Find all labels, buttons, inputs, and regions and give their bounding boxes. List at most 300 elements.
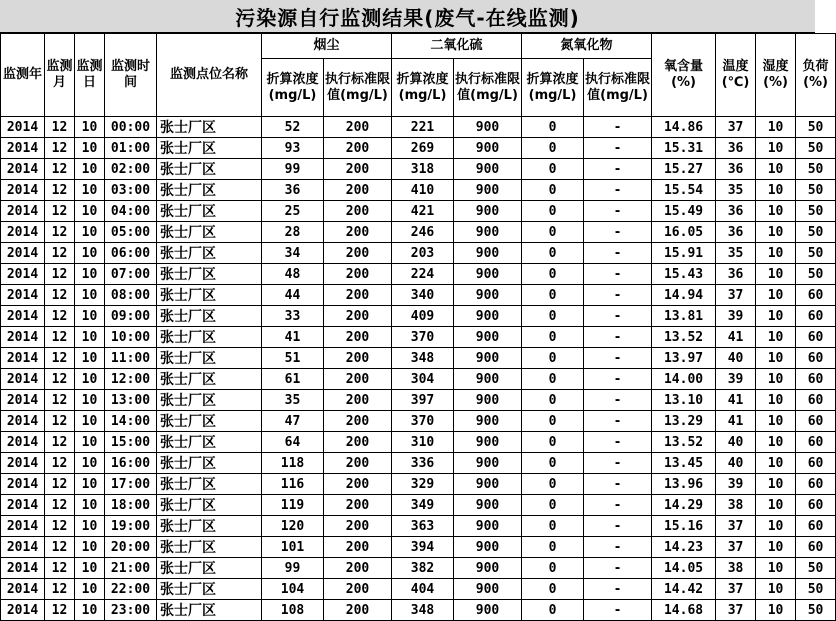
cell-load: 60 [796,495,836,516]
table-row [1,306,836,327]
cell-nox-limit: - [584,327,652,348]
cell-nox-limit: - [584,558,652,579]
cell-humidity: 10 [756,474,796,495]
cell-so2-conc: 404 [392,579,454,600]
cell-month: 12 [45,474,75,495]
cell-so2-conc: 349 [392,495,454,516]
cell-dust-limit: 200 [324,558,392,579]
cell-load: 50 [796,201,836,222]
table-row [1,537,836,558]
cell-dust-limit: 200 [324,117,392,138]
cell-nox-limit: - [584,243,652,264]
cell-month: 12 [45,159,75,180]
cell-time: 08:00 [105,285,157,306]
cell-dust-limit: 200 [324,495,392,516]
cell-o2: 14.23 [652,537,716,558]
cell-so2-conc: 409 [392,306,454,327]
cell-nox-limit: - [584,264,652,285]
cell-day: 10 [75,348,105,369]
table-row [1,138,836,159]
cell-year: 2014 [1,474,45,495]
cell-nox-conc: 0 [522,474,584,495]
cell-day: 10 [75,411,105,432]
cell-year: 2014 [1,516,45,537]
cell-o2: 16.05 [652,222,716,243]
cell-temp: 40 [716,453,756,474]
cell-so2-conc: 336 [392,453,454,474]
cell-humidity: 10 [756,432,796,453]
cell-site: 张士厂区 [157,327,262,348]
header-day: 监测日 [75,34,105,117]
cell-load: 60 [796,285,836,306]
cell-so2-limit: 900 [454,558,522,579]
cell-so2-conc: 370 [392,411,454,432]
cell-site: 张士厂区 [157,411,262,432]
cell-month: 12 [45,579,75,600]
cell-so2-conc: 348 [392,348,454,369]
cell-o2: 13.45 [652,453,716,474]
cell-year: 2014 [1,138,45,159]
cell-temp: 37 [716,600,756,621]
table-row [1,201,836,222]
cell-so2-limit: 900 [454,516,522,537]
cell-day: 10 [75,369,105,390]
cell-time: 20:00 [105,537,157,558]
cell-year: 2014 [1,369,45,390]
cell-site: 张士厂区 [157,558,262,579]
cell-dust-conc: 28 [262,222,324,243]
cell-o2: 13.96 [652,474,716,495]
cell-nox-conc: 0 [522,516,584,537]
table-row [1,180,836,201]
cell-o2: 14.94 [652,285,716,306]
cell-dust-conc: 99 [262,558,324,579]
header-so2-limit: 执行标准限值(mg/L) [454,59,522,117]
table-row [1,495,836,516]
cell-month: 12 [45,432,75,453]
cell-site: 张士厂区 [157,348,262,369]
cell-month: 12 [45,411,75,432]
cell-temp: 35 [716,243,756,264]
cell-month: 12 [45,600,75,621]
cell-so2-limit: 900 [454,579,522,600]
cell-dust-limit: 200 [324,600,392,621]
cell-month: 12 [45,495,75,516]
cell-nox-conc: 0 [522,306,584,327]
header-month: 监测月 [45,34,75,117]
cell-dust-limit: 200 [324,159,392,180]
cell-site: 张士厂区 [157,516,262,537]
cell-time: 01:00 [105,138,157,159]
cell-temp: 37 [716,516,756,537]
cell-time: 18:00 [105,495,157,516]
table-row [1,600,836,621]
cell-nox-limit: - [584,117,652,138]
header-time: 监测时间 [105,34,157,117]
cell-temp: 41 [716,327,756,348]
cell-month: 12 [45,516,75,537]
cell-month: 12 [45,390,75,411]
cell-so2-conc: 421 [392,201,454,222]
cell-day: 10 [75,558,105,579]
cell-humidity: 10 [756,495,796,516]
cell-nox-conc: 0 [522,390,584,411]
cell-load: 50 [796,138,836,159]
cell-temp: 39 [716,369,756,390]
cell-load: 50 [796,222,836,243]
cell-year: 2014 [1,159,45,180]
cell-load: 50 [796,243,836,264]
cell-nox-limit: - [584,474,652,495]
cell-nox-limit: - [584,411,652,432]
cell-year: 2014 [1,432,45,453]
cell-year: 2014 [1,117,45,138]
cell-month: 12 [45,369,75,390]
cell-nox-conc: 0 [522,243,584,264]
cell-temp: 39 [716,474,756,495]
cell-temp: 37 [716,117,756,138]
cell-day: 10 [75,138,105,159]
cell-year: 2014 [1,180,45,201]
cell-site: 张士厂区 [157,432,262,453]
cell-nox-conc: 0 [522,138,584,159]
cell-nox-limit: - [584,306,652,327]
cell-so2-conc: 329 [392,474,454,495]
header-humidity: 湿度(%) [756,34,796,117]
cell-year: 2014 [1,579,45,600]
cell-o2: 13.81 [652,306,716,327]
cell-year: 2014 [1,222,45,243]
cell-dust-conc: 35 [262,390,324,411]
cell-month: 12 [45,138,75,159]
table-row [1,474,836,495]
cell-so2-limit: 900 [454,432,522,453]
cell-time: 00:00 [105,117,157,138]
cell-site: 张士厂区 [157,390,262,411]
cell-load: 60 [796,411,836,432]
cell-month: 12 [45,327,75,348]
cell-load: 60 [796,516,836,537]
cell-humidity: 10 [756,201,796,222]
cell-site: 张士厂区 [157,264,262,285]
table-row [1,159,836,180]
cell-o2: 14.68 [652,600,716,621]
cell-site: 张士厂区 [157,306,262,327]
cell-o2: 14.05 [652,558,716,579]
cell-humidity: 10 [756,600,796,621]
header-nox-conc: 折算浓度(mg/L) [522,59,584,117]
cell-dust-conc: 51 [262,348,324,369]
cell-nox-limit: - [584,201,652,222]
cell-day: 10 [75,495,105,516]
cell-load: 50 [796,579,836,600]
cell-day: 10 [75,390,105,411]
cell-humidity: 10 [756,453,796,474]
cell-nox-conc: 0 [522,180,584,201]
cell-time: 22:00 [105,579,157,600]
header-temp: 温度(℃) [716,34,756,117]
cell-nox-limit: - [584,579,652,600]
cell-year: 2014 [1,201,45,222]
header-nox-limit: 执行标准限值(mg/L) [584,59,652,117]
cell-load: 60 [796,432,836,453]
cell-humidity: 10 [756,222,796,243]
cell-so2-conc: 224 [392,264,454,285]
table-row [1,516,836,537]
cell-day: 10 [75,537,105,558]
cell-so2-limit: 900 [454,495,522,516]
cell-time: 05:00 [105,222,157,243]
cell-humidity: 10 [756,390,796,411]
cell-year: 2014 [1,243,45,264]
cell-nox-conc: 0 [522,537,584,558]
cell-so2-conc: 370 [392,327,454,348]
cell-month: 12 [45,264,75,285]
cell-time: 17:00 [105,474,157,495]
cell-humidity: 10 [756,537,796,558]
cell-nox-limit: - [584,138,652,159]
cell-site: 张士厂区 [157,600,262,621]
monitoring-table [0,33,836,621]
cell-nox-conc: 0 [522,222,584,243]
cell-so2-conc: 382 [392,558,454,579]
cell-nox-limit: - [584,516,652,537]
cell-month: 12 [45,222,75,243]
cell-o2: 15.31 [652,138,716,159]
cell-so2-limit: 900 [454,180,522,201]
cell-so2-limit: 900 [454,222,522,243]
cell-temp: 38 [716,495,756,516]
cell-dust-limit: 200 [324,264,392,285]
cell-so2-limit: 900 [454,306,522,327]
cell-dust-limit: 200 [324,369,392,390]
header-group-nox: 氮氧化物 [522,34,652,59]
cell-dust-limit: 200 [324,411,392,432]
table-row [1,432,836,453]
cell-load: 50 [796,180,836,201]
cell-so2-conc: 221 [392,117,454,138]
cell-site: 张士厂区 [157,201,262,222]
cell-day: 10 [75,474,105,495]
cell-day: 10 [75,600,105,621]
cell-time: 23:00 [105,600,157,621]
cell-dust-limit: 200 [324,579,392,600]
cell-load: 50 [796,159,836,180]
cell-humidity: 10 [756,348,796,369]
cell-load: 60 [796,306,836,327]
cell-day: 10 [75,201,105,222]
cell-nox-conc: 0 [522,117,584,138]
header-o2: 氧含量(%) [652,34,716,117]
cell-nox-conc: 0 [522,285,584,306]
cell-temp: 37 [716,537,756,558]
cell-month: 12 [45,537,75,558]
cell-nox-conc: 0 [522,159,584,180]
cell-o2: 13.97 [652,348,716,369]
cell-humidity: 10 [756,369,796,390]
cell-dust-conc: 25 [262,201,324,222]
cell-site: 张士厂区 [157,222,262,243]
table-row [1,285,836,306]
cell-humidity: 10 [756,516,796,537]
table-row [1,369,836,390]
cell-day: 10 [75,306,105,327]
cell-nox-limit: - [584,600,652,621]
cell-day: 10 [75,180,105,201]
cell-dust-limit: 200 [324,432,392,453]
header-so2-conc: 折算浓度(mg/L) [392,59,454,117]
cell-site: 张士厂区 [157,159,262,180]
cell-dust-conc: 41 [262,327,324,348]
cell-so2-limit: 900 [454,369,522,390]
cell-nox-limit: - [584,453,652,474]
cell-year: 2014 [1,327,45,348]
cell-dust-limit: 200 [324,390,392,411]
cell-dust-limit: 200 [324,348,392,369]
header-load: 负荷(%) [796,34,836,117]
cell-dust-limit: 200 [324,285,392,306]
cell-load: 60 [796,327,836,348]
table-row [1,348,836,369]
cell-o2: 15.54 [652,180,716,201]
cell-day: 10 [75,432,105,453]
cell-site: 张士厂区 [157,117,262,138]
cell-so2-conc: 410 [392,180,454,201]
cell-humidity: 10 [756,558,796,579]
cell-humidity: 10 [756,579,796,600]
cell-load: 60 [796,390,836,411]
cell-so2-conc: 304 [392,369,454,390]
cell-nox-conc: 0 [522,495,584,516]
cell-so2-limit: 900 [454,600,522,621]
cell-dust-conc: 93 [262,138,324,159]
cell-so2-limit: 900 [454,285,522,306]
cell-so2-limit: 900 [454,390,522,411]
cell-dust-conc: 64 [262,432,324,453]
cell-so2-conc: 318 [392,159,454,180]
cell-time: 21:00 [105,558,157,579]
cell-day: 10 [75,579,105,600]
cell-humidity: 10 [756,306,796,327]
cell-dust-conc: 48 [262,264,324,285]
cell-year: 2014 [1,558,45,579]
cell-load: 50 [796,558,836,579]
cell-year: 2014 [1,495,45,516]
cell-so2-conc: 203 [392,243,454,264]
cell-so2-limit: 900 [454,201,522,222]
cell-time: 12:00 [105,369,157,390]
cell-site: 张士厂区 [157,537,262,558]
cell-so2-conc: 397 [392,390,454,411]
cell-year: 2014 [1,600,45,621]
cell-month: 12 [45,558,75,579]
cell-so2-conc: 310 [392,432,454,453]
cell-month: 12 [45,201,75,222]
cell-day: 10 [75,453,105,474]
table-row [1,264,836,285]
cell-time: 19:00 [105,516,157,537]
cell-site: 张士厂区 [157,453,262,474]
cell-dust-limit: 200 [324,243,392,264]
cell-time: 14:00 [105,411,157,432]
cell-site: 张士厂区 [157,285,262,306]
cell-day: 10 [75,516,105,537]
cell-so2-conc: 269 [392,138,454,159]
cell-site: 张士厂区 [157,579,262,600]
cell-so2-limit: 900 [454,453,522,474]
cell-site: 张士厂区 [157,495,262,516]
cell-o2: 15.16 [652,516,716,537]
cell-dust-conc: 116 [262,474,324,495]
cell-humidity: 10 [756,138,796,159]
cell-day: 10 [75,285,105,306]
cell-dust-conc: 104 [262,579,324,600]
cell-dust-conc: 44 [262,285,324,306]
cell-dust-conc: 108 [262,600,324,621]
table-row [1,453,836,474]
cell-so2-conc: 363 [392,516,454,537]
table-row [1,411,836,432]
cell-month: 12 [45,348,75,369]
cell-o2: 14.00 [652,369,716,390]
cell-temp: 36 [716,159,756,180]
cell-o2: 15.27 [652,159,716,180]
cell-time: 10:00 [105,327,157,348]
cell-o2: 15.43 [652,264,716,285]
cell-month: 12 [45,453,75,474]
cell-time: 15:00 [105,432,157,453]
cell-nox-limit: - [584,432,652,453]
cell-nox-conc: 0 [522,453,584,474]
cell-dust-conc: 52 [262,117,324,138]
table-row [1,390,836,411]
cell-so2-limit: 900 [454,327,522,348]
table-row [1,579,836,600]
table-body [1,117,836,621]
cell-month: 12 [45,306,75,327]
cell-nox-conc: 0 [522,558,584,579]
cell-dust-conc: 101 [262,537,324,558]
cell-temp: 36 [716,138,756,159]
cell-month: 12 [45,285,75,306]
cell-nox-conc: 0 [522,369,584,390]
cell-dust-conc: 47 [262,411,324,432]
cell-year: 2014 [1,306,45,327]
cell-temp: 35 [716,180,756,201]
cell-nox-limit: - [584,390,652,411]
cell-load: 60 [796,453,836,474]
cell-nox-conc: 0 [522,579,584,600]
cell-so2-conc: 340 [392,285,454,306]
cell-o2: 15.91 [652,243,716,264]
cell-temp: 36 [716,201,756,222]
cell-nox-limit: - [584,180,652,201]
table-row [1,327,836,348]
cell-day: 10 [75,159,105,180]
cell-site: 张士厂区 [157,474,262,495]
cell-year: 2014 [1,453,45,474]
cell-dust-limit: 200 [324,327,392,348]
cell-temp: 36 [716,264,756,285]
cell-load: 60 [796,474,836,495]
cell-nox-conc: 0 [522,432,584,453]
cell-dust-conc: 118 [262,453,324,474]
cell-year: 2014 [1,537,45,558]
cell-dust-conc: 99 [262,159,324,180]
table-row [1,117,836,138]
cell-nox-conc: 0 [522,264,584,285]
cell-nox-limit: - [584,537,652,558]
